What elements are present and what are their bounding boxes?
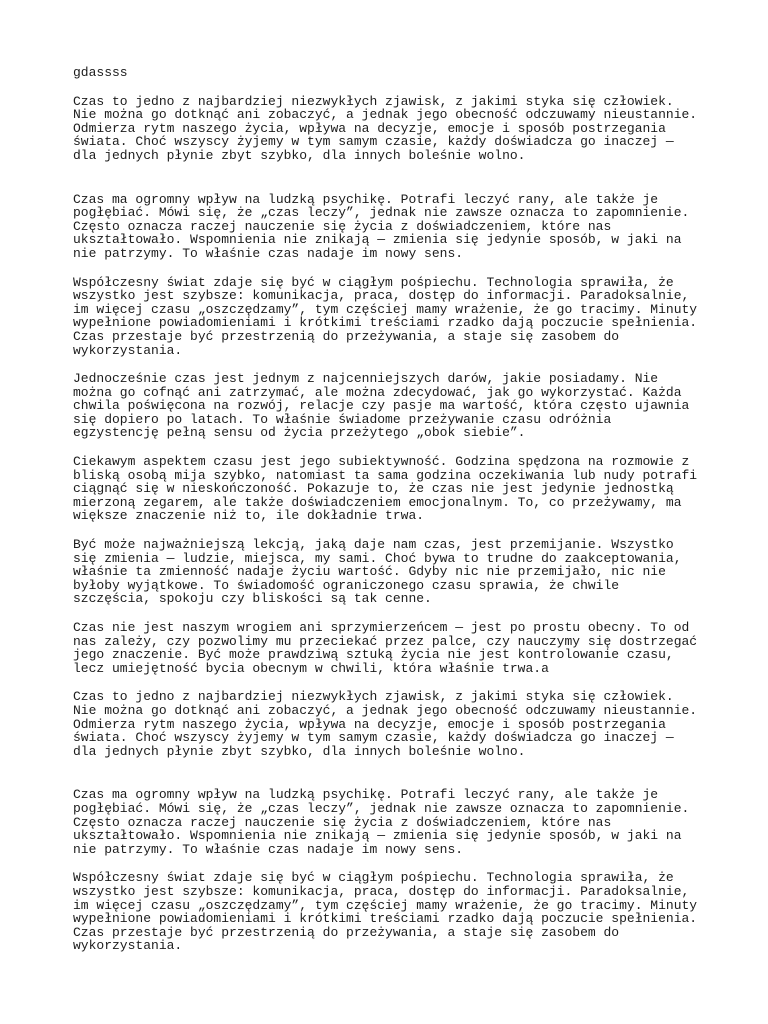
- text-line: można go cofnąć ani zatrzymać, ale można zdecydować, jak go wykorzystać. Każda: [73, 384, 682, 400]
- paragraph: [73, 455, 703, 523]
- text-line: Czas przestaje być przestrzenią do przeżywania, a staje się zasobem do: [73, 328, 620, 344]
- text-line: bliską osobą mija szybko, natomiast ta sama godzina oczekiwania lub nudy potrafi: [73, 467, 698, 483]
- text-line: Odmierza rytm naszego życia, wpływa na decyzje, emocje i sposób postrzegania: [73, 120, 666, 136]
- text-line: nas zależy, czy pozwolimy mu przeciekać przez palce, czy nauczymy się dostrzegać: [73, 633, 698, 649]
- text-line: wykorzystania.: [73, 342, 183, 358]
- text-line: ukształtowało. Wspomnienia nie znikają — zmienia się jedynie sposób, w jaki na: [73, 232, 682, 248]
- text-line: wszystko jest szybsze: komunikacja, praca, dostęp do informacji. Paradoksalnie,: [73, 288, 690, 304]
- text-line: pogłębiać. Mówi się, że „czas leczy”, jednak nie zawsze oznacza to zapomnienie.: [73, 205, 690, 221]
- text-line: się dopiero po latach. To właśnie świadome przeżywanie czasu odróżnia: [73, 411, 612, 427]
- text-line: Czas to jedno z najbardziej niezwykłych zjawisk, z jakimi styka się człowiek.: [73, 689, 674, 705]
- paragraph: [73, 276, 703, 358]
- text-line: dla jednych płynie zbyt szybko, dla innych boleśnie wolno.: [73, 743, 526, 759]
- paragraph: [73, 95, 703, 163]
- text-line: im więcej czasu „oszczędzamy”, tym częściej mamy wrażenie, że go tracimy. Minuty: [73, 897, 698, 913]
- paragraph: [73, 871, 703, 953]
- text-line: dla jednych płynie zbyt szybko, dla innych boleśnie wolno.: [73, 147, 526, 163]
- text-line: ukształtowało. Wspomnienia nie znikają — zmienia się jedynie sposób, w jaki na: [73, 828, 682, 844]
- text-line: świata. Choć wszyscy żyjemy w tym samym czasie, każdy doświadcza go inaczej —: [73, 730, 674, 746]
- document-text: [73, 66, 703, 968]
- text-line: świata. Choć wszyscy żyjemy w tym samym czasie, każdy doświadcza go inaczej —: [73, 134, 674, 150]
- text-line: Współczesny świat zdaje się być w ciągłym pośpiechu. Technologia sprawiła, że: [73, 870, 674, 886]
- text-line: właśnie ta zmienność nadaje życiu wartość. Gdyby nic nie przemijało, nic nie: [73, 564, 666, 580]
- text-line: Odmierza rytm naszego życia, wpływa na decyzje, emocje i sposób postrzegania: [73, 716, 666, 732]
- text-line: Czas to jedno z najbardziej niezwykłych zjawisk, z jakimi styka się człowiek.: [73, 93, 674, 109]
- text-line: nie patrzymy. To właśnie czas nadaje im nowy sens.: [73, 841, 464, 857]
- text-line: Czas ma ogromny wpływ na ludzką psychikę. Potrafi leczyć rany, ale także je: [73, 787, 659, 803]
- text-line: Współczesny świat zdaje się być w ciągłym pośpiechu. Technologia sprawiła, że: [73, 274, 674, 290]
- text-line: szczęścia, spokoju czy bliskości są tak cenne.: [73, 591, 432, 607]
- text-line: lecz umiejętność bycia obecnym w chwili, która właśnie trwa.a: [73, 660, 549, 676]
- text-line: im więcej czasu „oszczędzamy”, tym częściej mamy wrażenie, że go tracimy. Minuty: [73, 301, 698, 317]
- text-line: Jednocześnie czas jest jednym z najcenniejszych darów, jakie posiadamy. Nie: [73, 371, 659, 387]
- text-line: mierzoną zegarem, ale także doświadczeniem emocjonalnym. To, co przeżywamy, ma: [73, 494, 682, 510]
- paragraph: [73, 621, 703, 675]
- paragraph: [73, 788, 703, 856]
- text-line: Często oznacza raczej nauczenie się życia z doświadczeniem, które nas: [73, 814, 612, 830]
- text-line: ciągnąć się w nieskończoność. Pokazuje to, że czas nie jest jedynie jednostką: [73, 481, 674, 497]
- text-line: Czas przestaje być przestrzenią do przeżywania, a staje się zasobem do: [73, 924, 620, 940]
- text-line: jego znaczenie. Być może prawdziwą sztuką życia nie jest kontrolowanie czasu,: [73, 647, 674, 663]
- text-line: Nie można go dotknąć ani zobaczyć, a jednak jego obecność odczuwamy nieustannie.: [73, 702, 698, 718]
- text-line: większe znaczenie niż to, ile dokładnie trwa.: [73, 508, 425, 524]
- paragraph: [73, 372, 703, 440]
- document-title: gdassss: [73, 65, 128, 80]
- text-line: się zmienia — ludzie, miejsca, my sami. Choć bywa to trudne do zaakceptowania,: [73, 550, 682, 566]
- text-line: Nie można go dotknąć ani zobaczyć, a jednak jego obecność odczuwamy nieustannie.: [73, 107, 698, 123]
- text-line: nie patrzymy. To właśnie czas nadaje im nowy sens.: [73, 245, 464, 261]
- text-line: wypełnione powiadomieniami i krótkimi treściami rzadko dają poczucie spełnienia.: [73, 911, 698, 927]
- text-line: chwila poświęcona na rozwój, relacje czy pasje ma wartość, która często ujawnia: [73, 398, 690, 414]
- paragraph: [73, 538, 703, 606]
- text-line: wszystko jest szybsze: komunikacja, praca, dostęp do informacji. Paradoksalnie,: [73, 883, 690, 899]
- paragraph: [73, 193, 703, 261]
- text-line: Czas nie jest naszym wrogiem ani sprzymierzeńcem — jest po prostu obecny. To od: [73, 620, 690, 635]
- text-line: Ciekawym aspektem czasu jest jego subiektywność. Godzina spędzona na rozmowie z: [73, 454, 690, 470]
- text-line: pogłębiać. Mówi się, że „czas leczy”, jednak nie zawsze oznacza to zapomnienie.: [73, 800, 690, 816]
- text-line: Często oznacza raczej nauczenie się życia z doświadczeniem, które nas: [73, 218, 612, 234]
- text-line: Czas ma ogromny wpływ na ludzką psychikę. Potrafi leczyć rany, ale także je: [73, 191, 659, 207]
- text-line: wykorzystania.: [73, 938, 183, 954]
- text-line: Być może najważniejszą lekcją, jaką daje nam czas, jest przemijanie. Wszystko: [73, 537, 674, 553]
- text-line: wypełnione powiadomieniami i krótkimi treściami rzadko dają poczucie spełnienia.: [73, 315, 698, 331]
- paragraph: [73, 690, 703, 758]
- text-line: egzystencję pełną sensu od życia przeżytego „obok siebie”.: [73, 425, 526, 441]
- text-line: byłoby wyjątkowe. To świadomość ograniczonego czasu sprawia, że chwile: [73, 577, 620, 593]
